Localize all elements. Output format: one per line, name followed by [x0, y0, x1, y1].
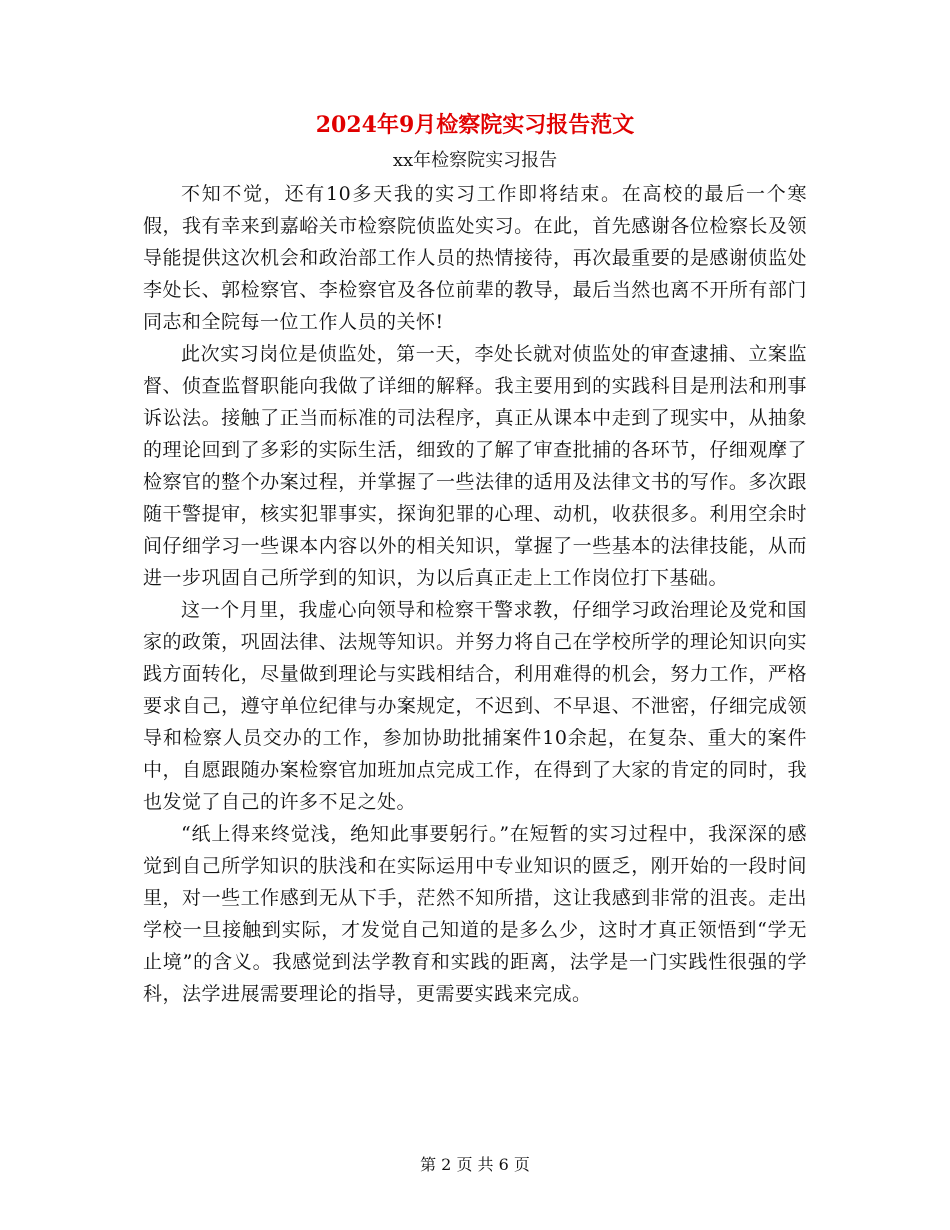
- document-body: [143, 178, 807, 1010]
- document-title: 2024年9月检察院实习报告范文: [315, 112, 635, 138]
- page-footer: 第 2 页 共 6 页: [420, 1155, 530, 1174]
- document-subtitle: xx年检察院实习报告: [392, 150, 558, 171]
- paragraph: 这一个月里，我虚心向领导和检察干警求教，仔细学习政治理论及党和国家的政策，巩固法律、法规等知识。并努力将自己在学校所学的理论知识向实践方面转化，尽量做到理论与实践相结合，利用难得的机会，努力工作，严格要求自己，遵守单位纪律与办案规定，不迟到、不早退、不泄密，仔细完成领导和检察人员交办的工作，参加协助批捕案件10余起，在复杂、重大的案件中，自愿跟随办案检察官加班加点完成工作，在得到了大家的肯定的同时，我也发觉了自己的许多不足之处。: [143, 599, 807, 813]
- paragraph: “纸上得来终觉浅，绝知此事要躬行。”在短暂的实习过程中，我深深的感觉到自己所学知识的肤浅和在实际运用中专业知识的匮乏，刚开始的一段时间里，对一些工作感到无从下手，茫然不知所措，这让我感到非常的沮丧。走出学校一旦接触到实际，才发觉自己知道的是多么少，这时才真正领悟到“学无止境”的含义。我感觉到法学教育和实践的距离，法学是一门实践性很强的学科，法学进展需要理论的指导，更需要实践来完成。: [143, 823, 807, 1005]
- paragraph: 不知不觉，还有10多天我的实习工作即将结束。在高校的最后一个寒假，我有幸来到嘉峪关市检察院侦监处实习。在此，首先感谢各位检察长及领导能提供这次机会和政治部工作人员的热情接待，再次最重要的是感谢侦监处李处长、郭检察官、李检察官及各位前辈的教导，最后当然也离不开所有部门同志和全院每一位工作人员的关怀!: [143, 183, 807, 333]
- paragraph: 此次实习岗位是侦监处，第一天，李处长就对侦监处的审查逮捕、立案监督、侦查监督职能向我做了详细的解释。我主要用到的实践科目是刑法和刑事诉讼法。接触了正当而标准的司法程序，真正从课本中走到了现实中，从抽象的理论回到了多彩的实际生活，细致的了解了审查批捕的各环节，仔细观摩了检察官的整个办案过程，并掌握了一些法律的适用及法律文书的写作。多次跟随干警提审，核实犯罪事实，探询犯罪的心理、动机，收获很多。利用空余时间仔细学习一些课本内容以外的相关知识，掌握了一些基本的法律技能，从而进一步巩固自己所学到的知识，为以后真正走上工作岗位打下基础。: [143, 343, 807, 589]
